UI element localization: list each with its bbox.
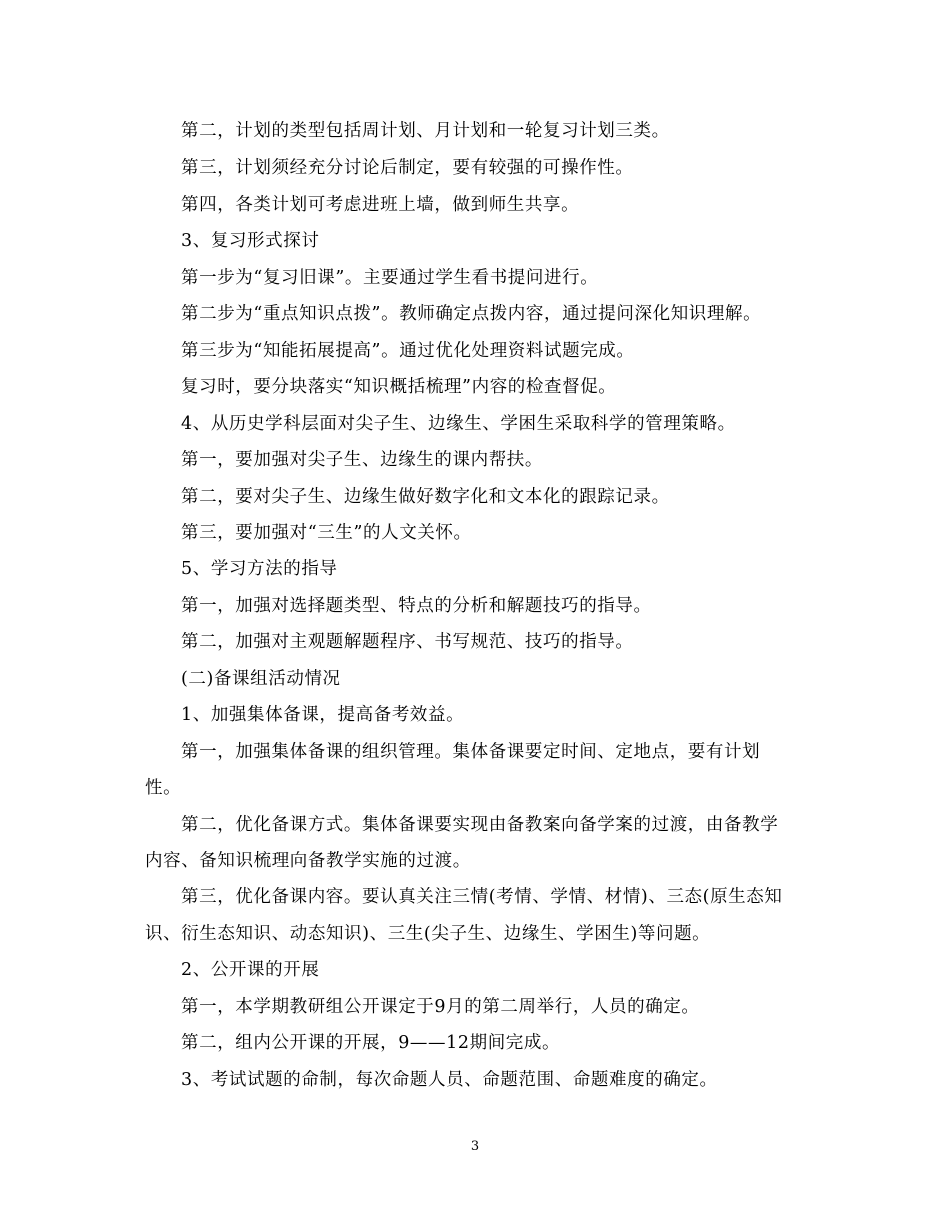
paragraph-line: 复习时，要分块落实“知识概括梳理”内容的检查督促。 xyxy=(181,377,617,397)
paragraph-line: 第三，优化备课内容。要认真关注三情(考情、学情、材情)、三态(原生态知 xyxy=(181,887,783,907)
section-heading: (二)备课组活动情况 xyxy=(181,669,341,689)
paragraph-line: 第三，要加强对“三生”的人文关怀。 xyxy=(181,523,472,543)
paragraph-line: 第三，计划须经充分讨论后制定，要有较强的可操作性。 xyxy=(181,158,634,178)
paragraph-line: 第一，本学期教研组公开课定于9月的第二周举行，人员的确定。 xyxy=(181,997,700,1017)
paragraph-line: 第二，组内公开课的开展，9——12期间完成。 xyxy=(181,1033,561,1053)
paragraph-line: 内容、备知识梳理向备教学实施的过渡。 xyxy=(145,851,471,871)
paragraph-line: 第三步为“知能拓展提高”。通过优化处理资料试题完成。 xyxy=(181,341,635,361)
paragraph-line: 第二步为“重点知识点拨”。教师确定点拨内容，通过提问深化知识理解。 xyxy=(181,304,762,324)
section-heading: 1、加强集体备课，提高备考效益。 xyxy=(181,705,465,725)
section-heading: 5、学习方法的指导 xyxy=(181,559,338,579)
paragraph-line: 第二，计划的类型包括周计划、月计划和一轮复习计划三类。 xyxy=(181,121,670,141)
paragraph-line: 识、衍生态知识、动态知识)、三生(尖子生、边缘生、学困生)等问题。 xyxy=(145,924,711,944)
paragraph-line: 第一，加强集体备课的组织管理。集体备课要定时间、定地点，要有计划 xyxy=(181,742,761,762)
paragraph-line: 第一，要加强对尖子生、边缘生的课内帮扶。 xyxy=(181,450,543,470)
paragraph-line: 第四，各类计划可考虑进班上墙，做到师生共享。 xyxy=(181,195,580,215)
paragraph-line: 第一，加强对选择题类型、特点的分析和解题技巧的指导。 xyxy=(181,596,652,616)
paragraph-line: 第二，要对尖子生、边缘生做好数字化和文本化的跟踪记录。 xyxy=(181,487,670,507)
paragraph-line: 性。 xyxy=(145,778,182,798)
section-heading: 4、从历史学科层面对尖子生、边缘生、学困生采取科学的管理策略。 xyxy=(181,414,736,434)
paragraph-line: 第一步为“复习旧课”。主要通过学生看书提问进行。 xyxy=(181,268,599,288)
section-heading: 3、考试试题的命制，每次命题人员、命题范围、命题难度的确定。 xyxy=(181,1070,718,1090)
paragraph-line: 第二，加强对主观题解题程序、书写规范、技巧的指导。 xyxy=(181,632,634,652)
paragraph-line: 第二，优化备课方式。集体备课要实现由备教案向备学案的过渡，由备教学 xyxy=(181,815,779,835)
page-number: 3 xyxy=(470,1139,480,1154)
section-heading: 2、公开课的开展 xyxy=(181,960,320,980)
section-heading: 3、复习形式探讨 xyxy=(181,231,320,251)
